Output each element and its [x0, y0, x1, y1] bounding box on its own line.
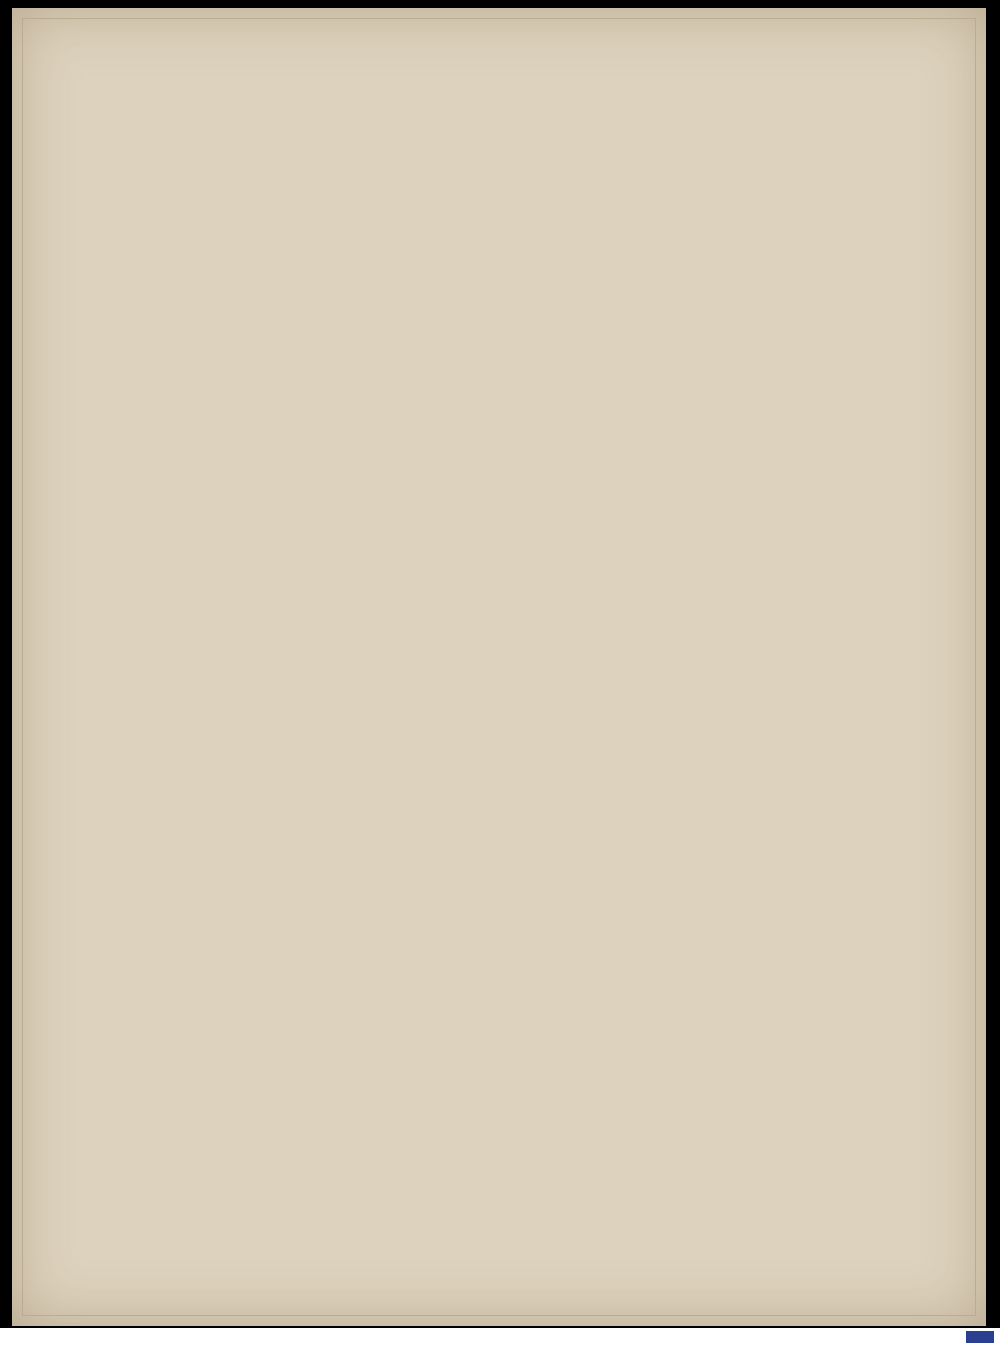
dfg-logo	[966, 1331, 994, 1343]
page-header	[12, 83, 986, 123]
digitization-footer	[0, 1328, 1000, 1347]
page-border	[22, 18, 976, 1316]
book-page	[12, 8, 986, 1326]
